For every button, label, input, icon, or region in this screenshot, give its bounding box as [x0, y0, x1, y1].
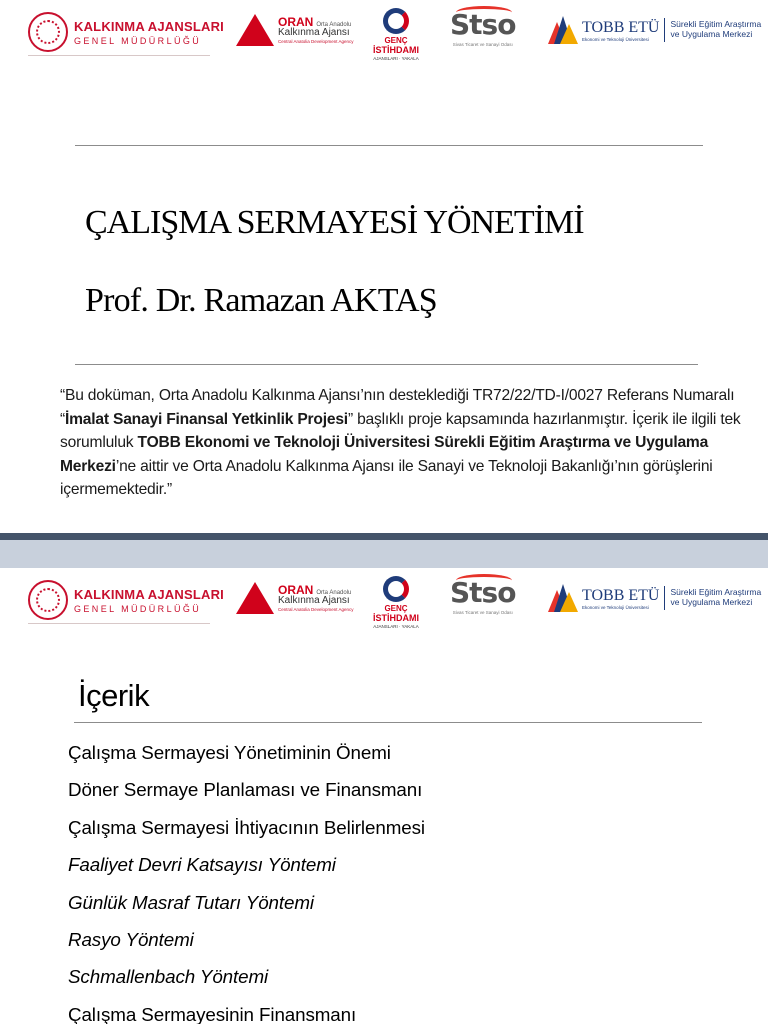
- stso-arc-icon: [456, 6, 512, 19]
- logo-underline: [28, 623, 210, 624]
- author-name: Prof. Dr. Ramazan AKTAŞ: [85, 282, 437, 319]
- oran-line3: Central Anatolia Development Agency: [278, 38, 354, 44]
- kalkinma-logo-line2: GENEL MÜDÜRLÜĞÜ: [74, 35, 202, 46]
- separator-band: [0, 533, 768, 540]
- stso-sub: Sivas Ticaret ve Sanayi Odası: [452, 42, 513, 47]
- contents-item: Çalışma Sermayesi İhtiyacının Belirlenmesi: [68, 816, 425, 838]
- stso-word: Stso: [450, 576, 516, 609]
- logo-bar: [0, 568, 768, 632]
- genc-g-icon: [383, 576, 409, 602]
- contents-divider: [74, 722, 702, 723]
- oran-line2: Kalkınma Ajansı: [278, 595, 350, 607]
- oran-logo: [236, 582, 354, 614]
- contents-item: Çalışma Sermayesinin Finansmanı: [68, 1003, 357, 1024]
- contents-title: İçerik: [78, 678, 150, 713]
- slide-separator: [0, 533, 768, 568]
- top-divider: [75, 145, 703, 146]
- disclaimer-part3: ’ne aittir ve Orta Anadolu Kalkınma Ajansı ile Sanayi ve Teknoloji Bakanlığı’nın görüşlerini içermemektedir.”: [60, 457, 713, 498]
- genc-line2: İSTİHDAMI: [373, 45, 419, 55]
- bottom-divider: [75, 364, 698, 365]
- contents-item: Döner Sermaye Planlaması ve Finansmanı: [68, 779, 423, 801]
- stso-arc-icon: [456, 574, 512, 587]
- tobb-center-line2: ve Uygulama Merkezi: [670, 597, 753, 607]
- tobb-triangle-icon: [548, 584, 578, 612]
- genc-line2: İSTİHDAMI: [373, 613, 419, 623]
- oran-tag: Orta Anadolu: [316, 589, 352, 596]
- tobb-etu-logo: [548, 584, 761, 612]
- tobb-separator: [664, 18, 665, 42]
- kalkinma-seal-icon: [28, 12, 68, 52]
- kalkinma-ajanslari-logo: [28, 10, 224, 54]
- contents-slide: [0, 568, 768, 1024]
- contents-subitem: Günlük Masraf Tutarı Yöntemi: [68, 891, 314, 913]
- oran-line3: Central Anatolia Development Agency: [278, 606, 354, 612]
- oran-name: ORAN: [278, 582, 314, 597]
- oran-triangle-icon: [236, 14, 274, 46]
- oran-triangle-icon: [236, 582, 274, 614]
- tobb-name: TOBB ETÜ: [582, 586, 660, 604]
- stso-word: Stso: [450, 8, 516, 41]
- responsible-party: TOBB Ekonomi ve Teknoloji Üniversitesi Sürekli Eğitim Araştırma ve Uygulama Merkezi: [60, 434, 709, 475]
- contents-item: Çalışma Sermayesi Yönetiminin Önemi: [68, 742, 391, 763]
- genc-line1: GENÇ: [384, 604, 408, 613]
- project-name: İmalat Sanayi Finansal Yetkinlik Projesi: [65, 410, 348, 428]
- contents-subitem: Rasyo Yöntemi: [68, 929, 194, 951]
- tobb-name: TOBB ETÜ: [582, 18, 660, 36]
- tobb-triangle-icon: [548, 16, 578, 44]
- contents-subitem: Schmallenbach Yöntemi: [68, 966, 269, 988]
- genc-istihdami-logo: [366, 8, 426, 61]
- document-title: ÇALIŞMA SERMAYESİ YÖNETİMİ: [85, 204, 584, 241]
- tobb-center-line1: Sürekli Eğitim Araştırma: [670, 587, 762, 598]
- genc-g-icon: [383, 8, 409, 34]
- stso-sub: Sivas Ticaret ve Sanayi Odası: [452, 610, 513, 615]
- kalkinma-logo-line1: KALKINMA AJANSLARI: [74, 586, 224, 602]
- oran-line2: Kalkınma Ajansı: [278, 27, 350, 39]
- contents-subitem: Faaliyet Devri Katsayısı Yöntemi: [68, 854, 336, 876]
- oran-tag: Orta Anadolu: [316, 21, 352, 28]
- kalkinma-logo-line1: KALKINMA AJANSLARI: [74, 18, 224, 34]
- kalkinma-ajanslari-logo: [28, 578, 224, 622]
- tobb-center-line1: Sürekli Eğitim Araştırma: [670, 19, 762, 30]
- disclaimer-part1: “Bu doküman, Orta Anadolu Kalkınma Ajansı’nın desteklediği TR72/22/TD-I/0027 Referans Numaralı “: [60, 387, 735, 428]
- tobb-etu-logo: [548, 16, 761, 44]
- oran-logo: [236, 14, 354, 46]
- disclaimer-text: [60, 384, 750, 502]
- contents-list: [68, 734, 425, 1024]
- tobb-center-line2: ve Uygulama Merkezi: [670, 29, 753, 39]
- stso-logo: [450, 578, 515, 615]
- genc-line3: AJANSLARI · YAKALA: [373, 56, 419, 61]
- disclaimer-part2: ” başlıklı proje kapsamında hazırlanmıştır. İçerik ile ilgili tek sorumluluk: [60, 410, 741, 451]
- tobb-separator: [664, 586, 665, 610]
- genc-line1: GENÇ: [384, 36, 408, 45]
- genc-line3: AJANSLARI · YAKALA: [373, 624, 419, 629]
- genc-istihdami-logo: [366, 576, 426, 629]
- stso-logo: [450, 10, 515, 47]
- logo-underline: [28, 55, 210, 56]
- oran-name: ORAN: [278, 14, 314, 29]
- logo-bar: [0, 0, 768, 64]
- kalkinma-logo-line2: GENEL MÜDÜRLÜĞÜ: [74, 603, 202, 614]
- tobb-sub: Ekonomi ve Teknoloji Üniversitesi: [582, 604, 649, 610]
- tobb-sub: Ekonomi ve Teknoloji Üniversitesi: [582, 36, 649, 42]
- kalkinma-seal-icon: [28, 580, 68, 620]
